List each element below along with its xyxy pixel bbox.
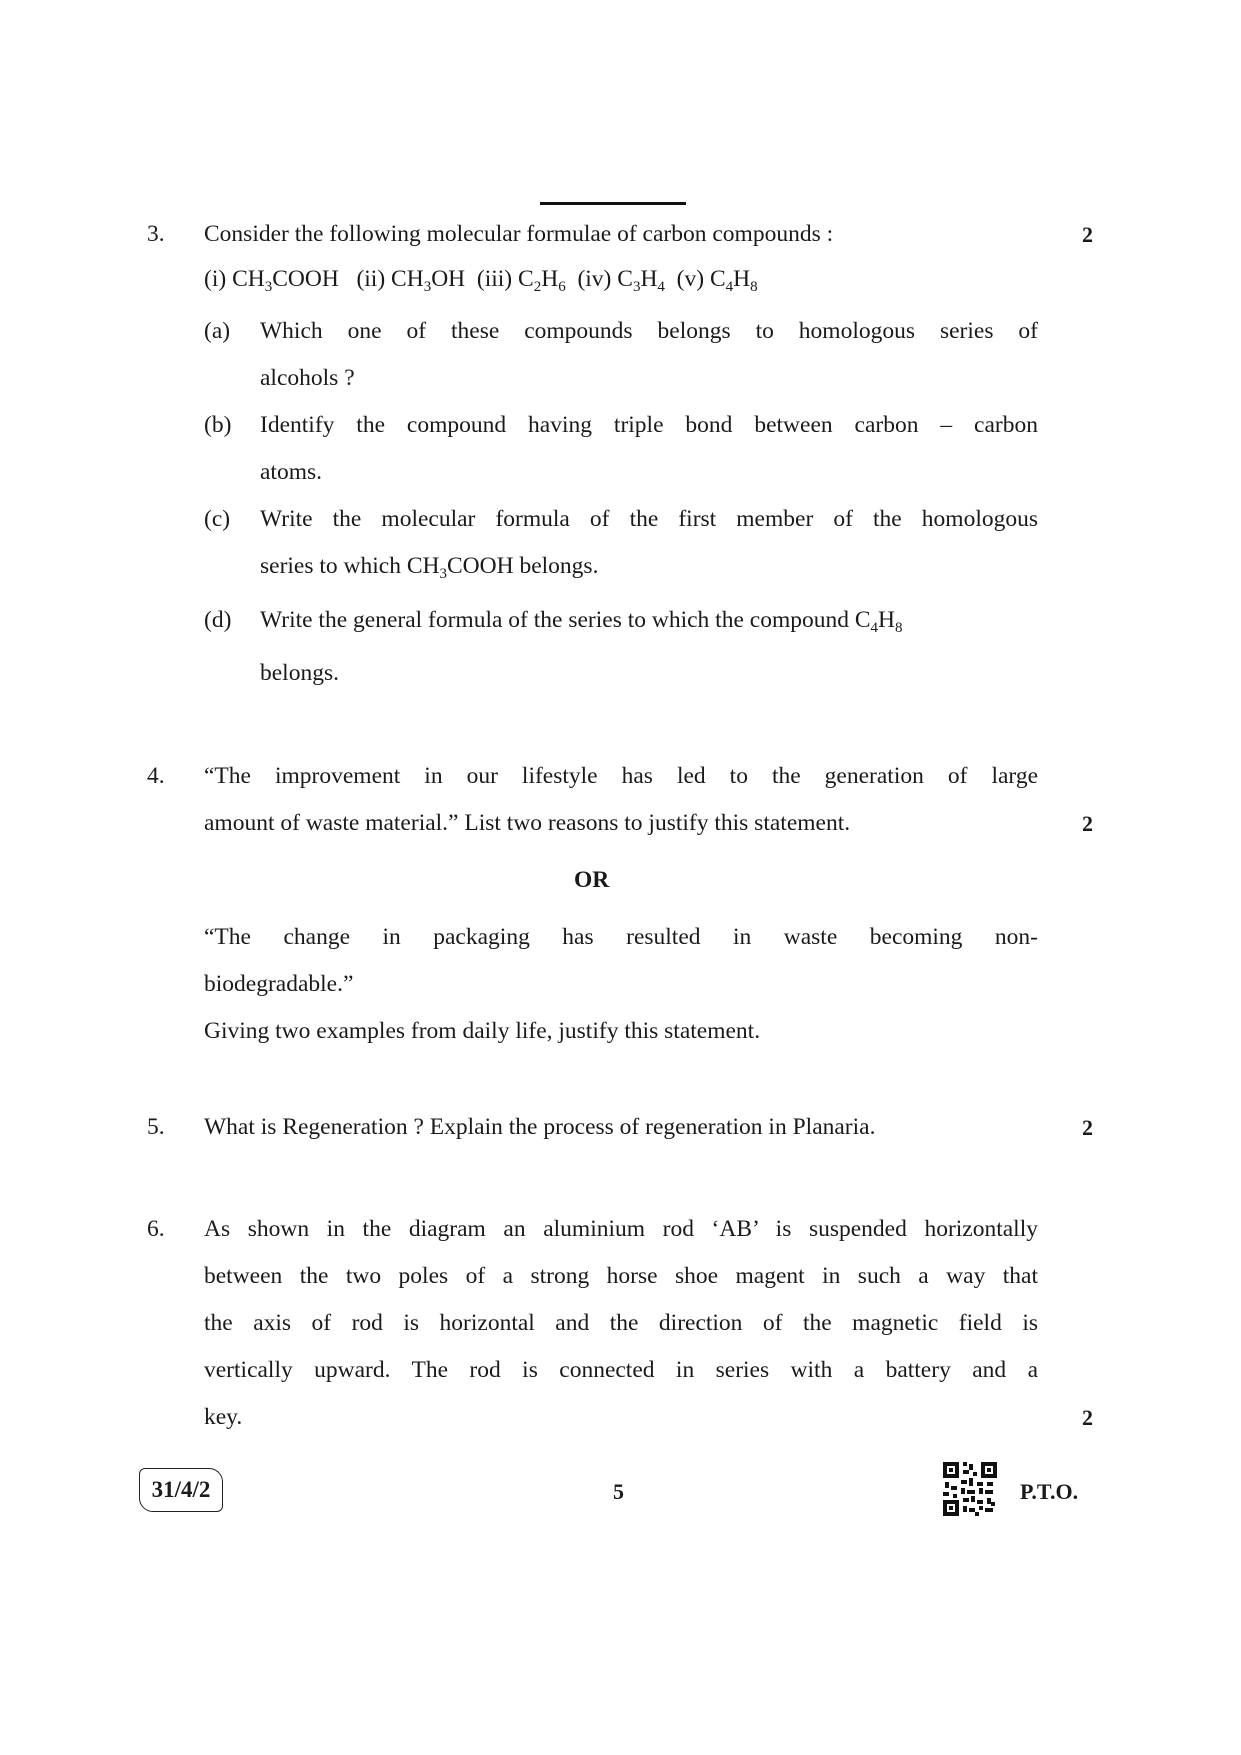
question-number: 6. [147,1216,165,1242]
subpart-text: Write the molecular formula of the first member of the homologous [260,506,1038,532]
question-text: Giving two examples from daily life, justify this statement. [204,1018,761,1044]
marks: 2 [1082,222,1093,247]
pto-label: P.T.O. [1020,1479,1079,1504]
question-text: “The change in packaging has resulted in waste becoming non- [204,924,1038,950]
question-text: biodegradable.” [204,971,354,997]
paper-code-box [139,1468,223,1512]
question-text: “The improvement in our lifestyle has led to the generation of large [204,763,1038,789]
or-separator: OR [574,867,610,893]
subpart-text: series to which $CH_3COOH$ belongs. [260,553,599,582]
subpart-label: (b) [204,412,232,438]
subpart-text: atoms. [260,459,323,485]
question-text: vertically upward. The rod is connected in series with a battery and a [204,1357,1038,1383]
marks: 2 [1082,1405,1093,1430]
subpart-label: (a) [204,318,231,344]
question-text: What is Regeneration ? Explain the process of regeneration in Planaria. [204,1114,876,1140]
marks: 2 [1082,811,1093,836]
question-text: between the two poles of a strong horse shoe magent in such a way that [204,1263,1038,1289]
question-number: 5. [147,1114,165,1140]
marks: 2 [1082,1115,1093,1140]
question-text: As shown in the diagram an aluminium rod ‘AB’ is suspended horizontally [204,1216,1038,1242]
subpart-text: alcohols ? [260,365,355,391]
paper-code: 31/4/2 [151,1477,211,1502]
formula-list: (i) $CH_3COOH$ (ii) $CH_3OH$ (iii) $C_2H_6$ (iv) $C_3H_4$ (v) $C_4H_8$ [204,266,758,295]
subpart-text: Which one of these compounds belongs to homologous series of [260,318,1038,344]
subpart-text: Write the general formula of the series to which the compound $C_4H_8$ [260,607,903,636]
question-number: 3. [147,221,165,247]
subpart-label: (d) [204,607,232,633]
subpart-label: (c) [204,506,231,532]
question-stem: Consider the following molecular formulae of carbon compounds : [204,221,834,247]
page-number: 5 [613,1479,624,1504]
question-text: amount of waste material.” List two reasons to justify this statement. [204,810,851,836]
question-text: the axis of rod is horizontal and the direction of the magnetic field is [204,1310,1038,1336]
top-rule [540,202,686,205]
subpart-text: belongs. [260,660,339,686]
qr-code-icon [943,1462,997,1516]
question-text: key. [204,1404,243,1430]
subpart-text: Identify the compound having triple bond between carbon – carbon [260,412,1038,438]
question-number: 4. [147,763,165,789]
